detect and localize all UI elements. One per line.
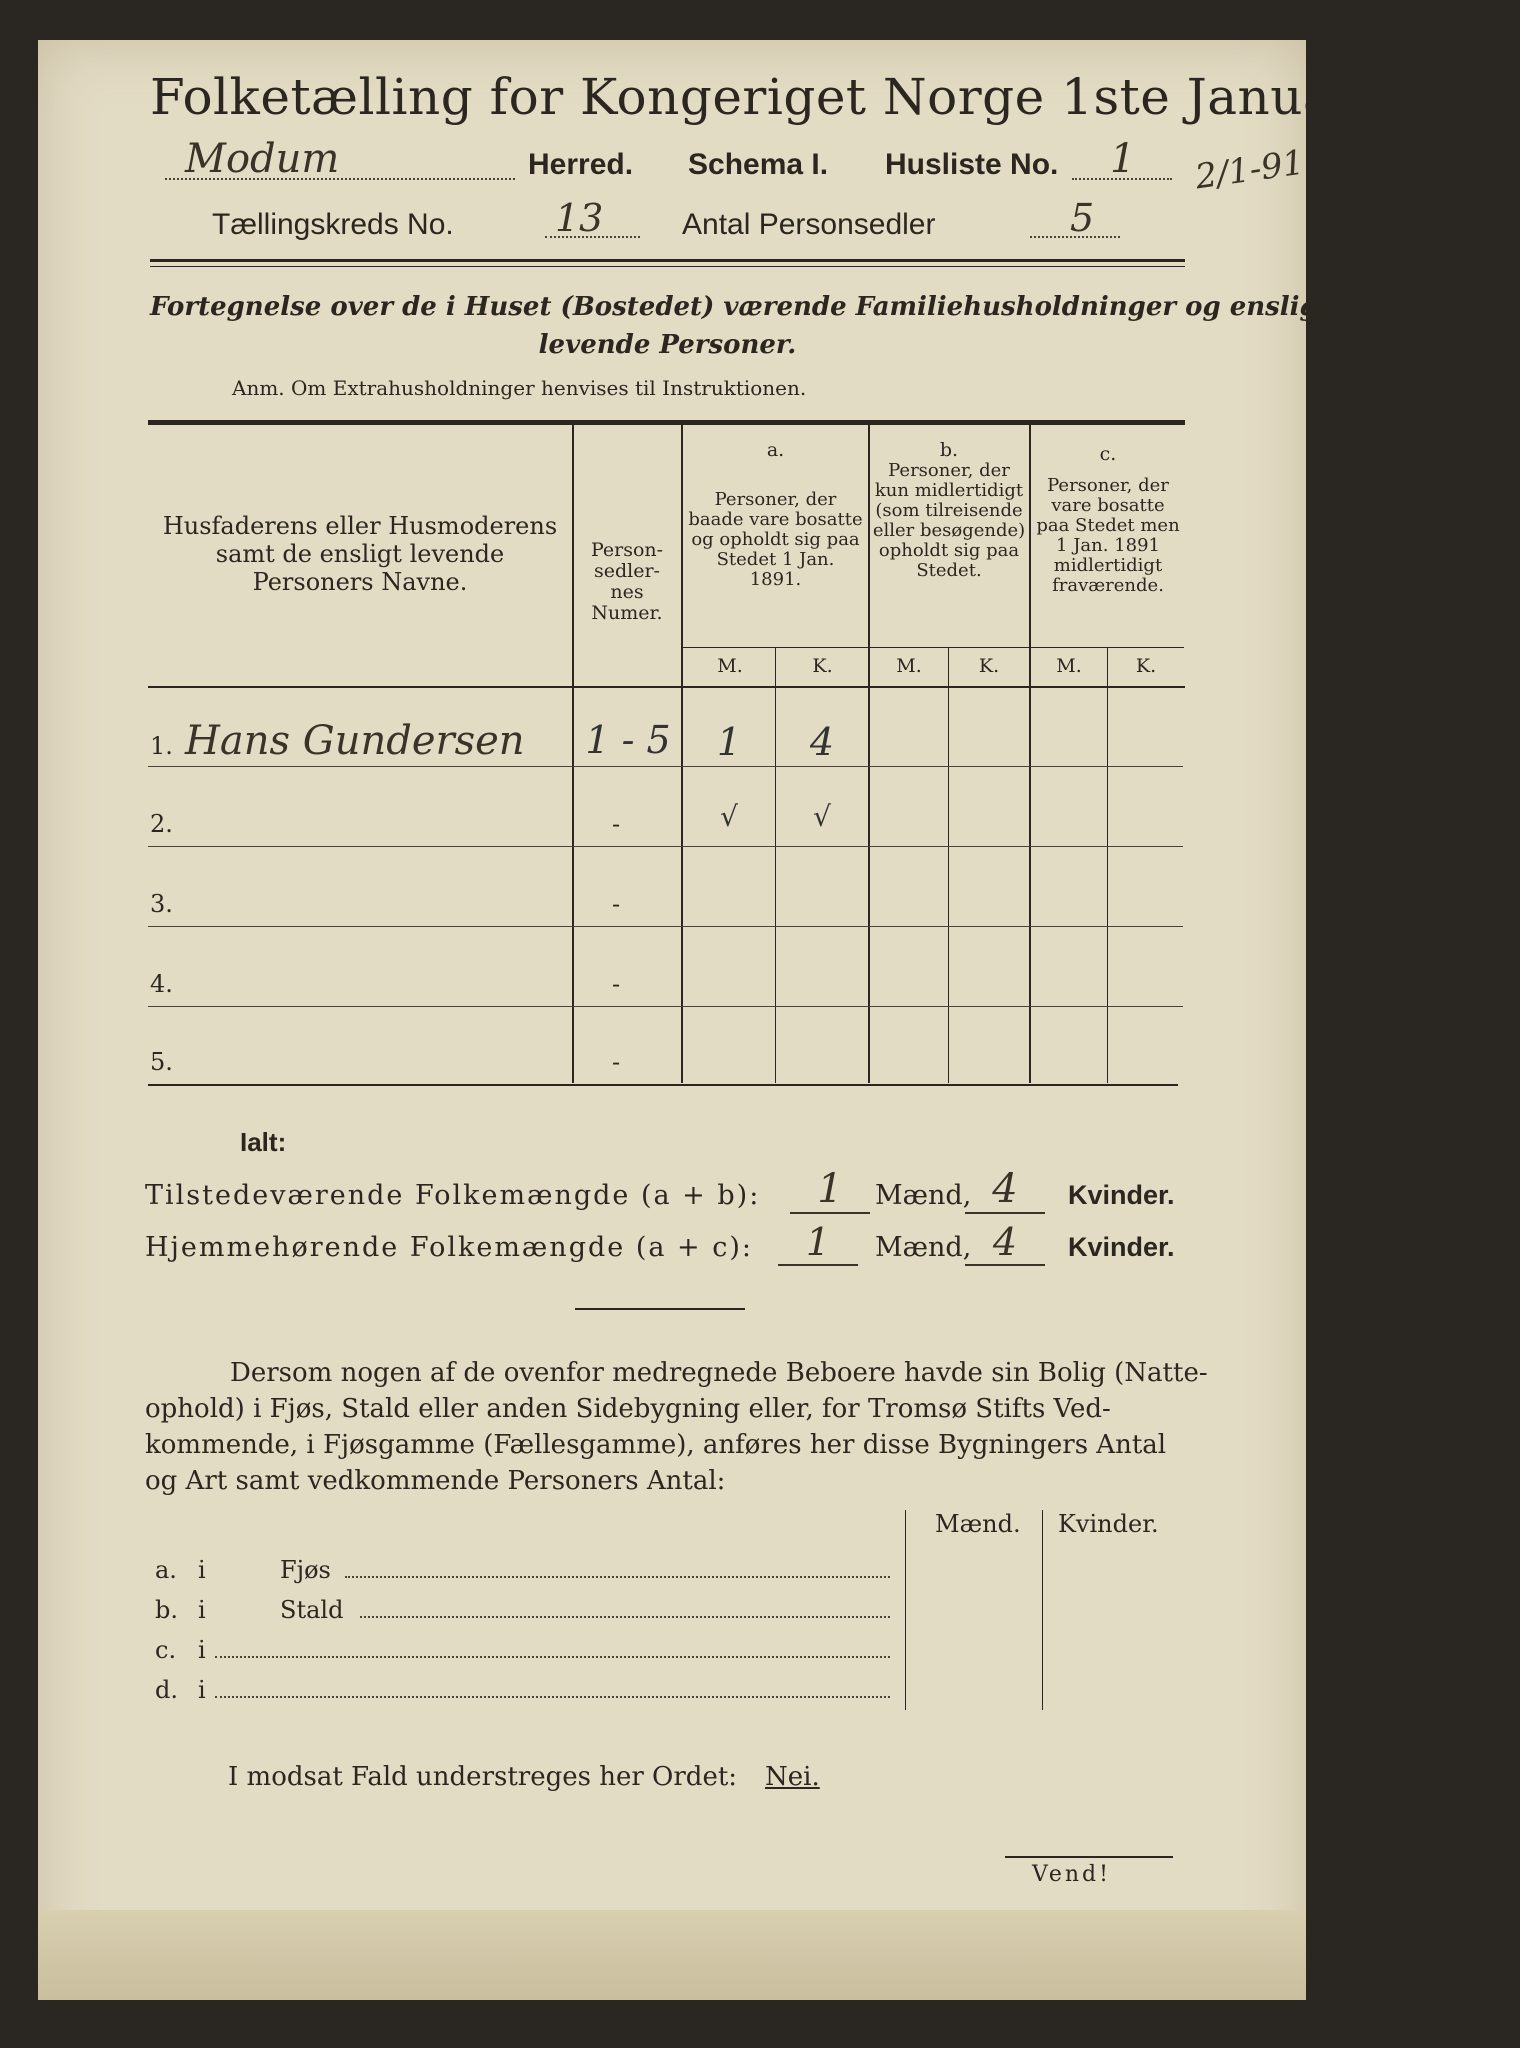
col-c-m: M.: [1056, 655, 1082, 677]
bottom-paragraph-line-1: Dersom nogen af de ovenfor medregnede Beboere havde sin Bolig (Natte-: [230, 1358, 1208, 1388]
item-letter: c.: [155, 1636, 177, 1664]
col-header-a: Personer, der baade vare bosatte og opholdt sig paa Stedet 1 Jan. 1891.: [688, 489, 863, 590]
section-divider: [575, 1308, 745, 1310]
item-letter: a.: [155, 1556, 177, 1584]
form-title: Folketælling for Kongeriget Norge 1ste Januar 1891.: [150, 68, 1520, 126]
row-person-number: -: [612, 1048, 621, 1076]
item-i: i: [198, 1636, 206, 1664]
col-c-k: K.: [1135, 655, 1157, 677]
col-b-letter: b.: [939, 439, 959, 461]
anm-note: Anm. Om Extrahusholdninger henvises til Instruktionen.: [232, 376, 807, 400]
item-letter: d.: [155, 1676, 178, 1704]
hjemme-label: Hjemmehørende Folkemængde (a + c):: [145, 1232, 753, 1263]
tilstede-label: Tilstedeværende Folkemængde (a + b):: [145, 1180, 761, 1211]
intro-line-2: levende Personer.: [538, 330, 797, 360]
ialt-label: Ialt:: [240, 1127, 287, 1157]
antal-field: [1030, 196, 1120, 242]
kreds-label: Tællingskreds No.: [212, 208, 454, 241]
modsat-text: I modsat Fald understreges her Ordet:: [228, 1762, 738, 1792]
col-maend-header: Mænd.: [935, 1510, 1021, 1538]
col-b-k: K.: [978, 655, 1000, 677]
tilstede-kvinder-label: Kvinder.: [1068, 1180, 1175, 1210]
col-header-number: Person-sedler-nes Numer.: [590, 539, 664, 624]
husliste-value: 1: [1110, 136, 1136, 182]
row-number: 1.: [150, 732, 173, 760]
bottom-paragraph-line-3: kommende, i Fjøsgamme (Fællesgamme), anføres her disse Bygningers Antal: [145, 1430, 1167, 1460]
herred-field: [165, 136, 515, 184]
item-i: i: [198, 1596, 206, 1624]
bottom-paragraph-line-4: og Art samt vedkommende Personers Antal:: [145, 1466, 726, 1496]
row-person-number: 1 - 5: [585, 718, 671, 762]
tilstede-kvinder-value: 4: [965, 1166, 1045, 1214]
col-header-c: Personer, der vare bosatte paa Stedet men 1 Jan. 1891 midlertidigt fraværende.: [1036, 475, 1180, 596]
kreds-value: 13: [555, 196, 604, 240]
row-a-k-check: √: [813, 800, 831, 833]
schema-label: Schema I.: [688, 148, 829, 181]
row-a-m: 1: [716, 720, 742, 764]
col-a-k: K.: [812, 655, 833, 677]
hjemme-maend-value: 1: [778, 1220, 858, 1266]
row-a-m-check: √: [720, 800, 738, 833]
tilstede-maend-value: 1: [790, 1166, 870, 1214]
hjemme-maend-label: Mænd,: [875, 1232, 972, 1263]
row-number: 3.: [150, 890, 173, 918]
row-name: Hans Gundersen: [185, 718, 525, 764]
margin-date-note: 2/1-91: [1192, 142, 1307, 198]
item-letter: b.: [155, 1596, 178, 1624]
bottom-paragraph-line-2: ophold) i Fjøs, Stald eller anden Sidebygning eller, for Tromsø Stifts Ved-: [145, 1394, 1111, 1424]
row-number: 5.: [150, 1048, 173, 1076]
col-b-m: M.: [896, 655, 922, 677]
husliste-field: [1072, 136, 1172, 184]
col-a-m: M.: [717, 655, 743, 677]
nei-word: Nei.: [765, 1762, 820, 1792]
tilstede-maend-label: Mænd,: [875, 1180, 972, 1211]
col-header-name: Husfaderens eller Husmoderens samt de ensligt levende Personers Navne.: [162, 512, 558, 596]
row-a-k: 4: [809, 720, 835, 764]
row-person-number: -: [612, 890, 621, 918]
row-person-number: -: [612, 810, 621, 838]
intro-line-1: Fortegnelse over de i Huset (Bostedet) værende Familiehusholdninger og ensligt: [150, 292, 1330, 322]
col-a-letter: a.: [766, 439, 785, 461]
antal-label: Antal Personsedler: [682, 208, 936, 241]
item-i: i: [198, 1556, 206, 1584]
item-label: Stald: [280, 1596, 344, 1624]
col-kvinder-header: Kvinder.: [1058, 1510, 1159, 1538]
row-number: 4.: [150, 970, 173, 998]
col-c-letter: c.: [1099, 443, 1117, 465]
item-i: i: [198, 1676, 206, 1704]
husliste-label: Husliste No.: [885, 148, 1059, 181]
hjemme-kvinder-label: Kvinder.: [1068, 1232, 1175, 1262]
col-header-b: Personer, der kun midlertidigt (som tilreisende eller besøgende) opholdt sig paa Stedet.: [872, 460, 1026, 581]
hjemme-kvinder-value: 4: [965, 1220, 1045, 1266]
row-person-number: -: [612, 970, 621, 998]
kreds-field: [545, 196, 645, 242]
item-label: Fjøs: [280, 1556, 331, 1584]
paper-bottom-edge: [38, 1910, 1306, 2000]
herred-value: Modum: [185, 136, 340, 182]
row-number: 2.: [150, 810, 173, 838]
herred-label: Herred.: [528, 148, 634, 181]
antal-value: 5: [1070, 196, 1095, 240]
vend-label: Vend!: [1032, 1862, 1111, 1887]
